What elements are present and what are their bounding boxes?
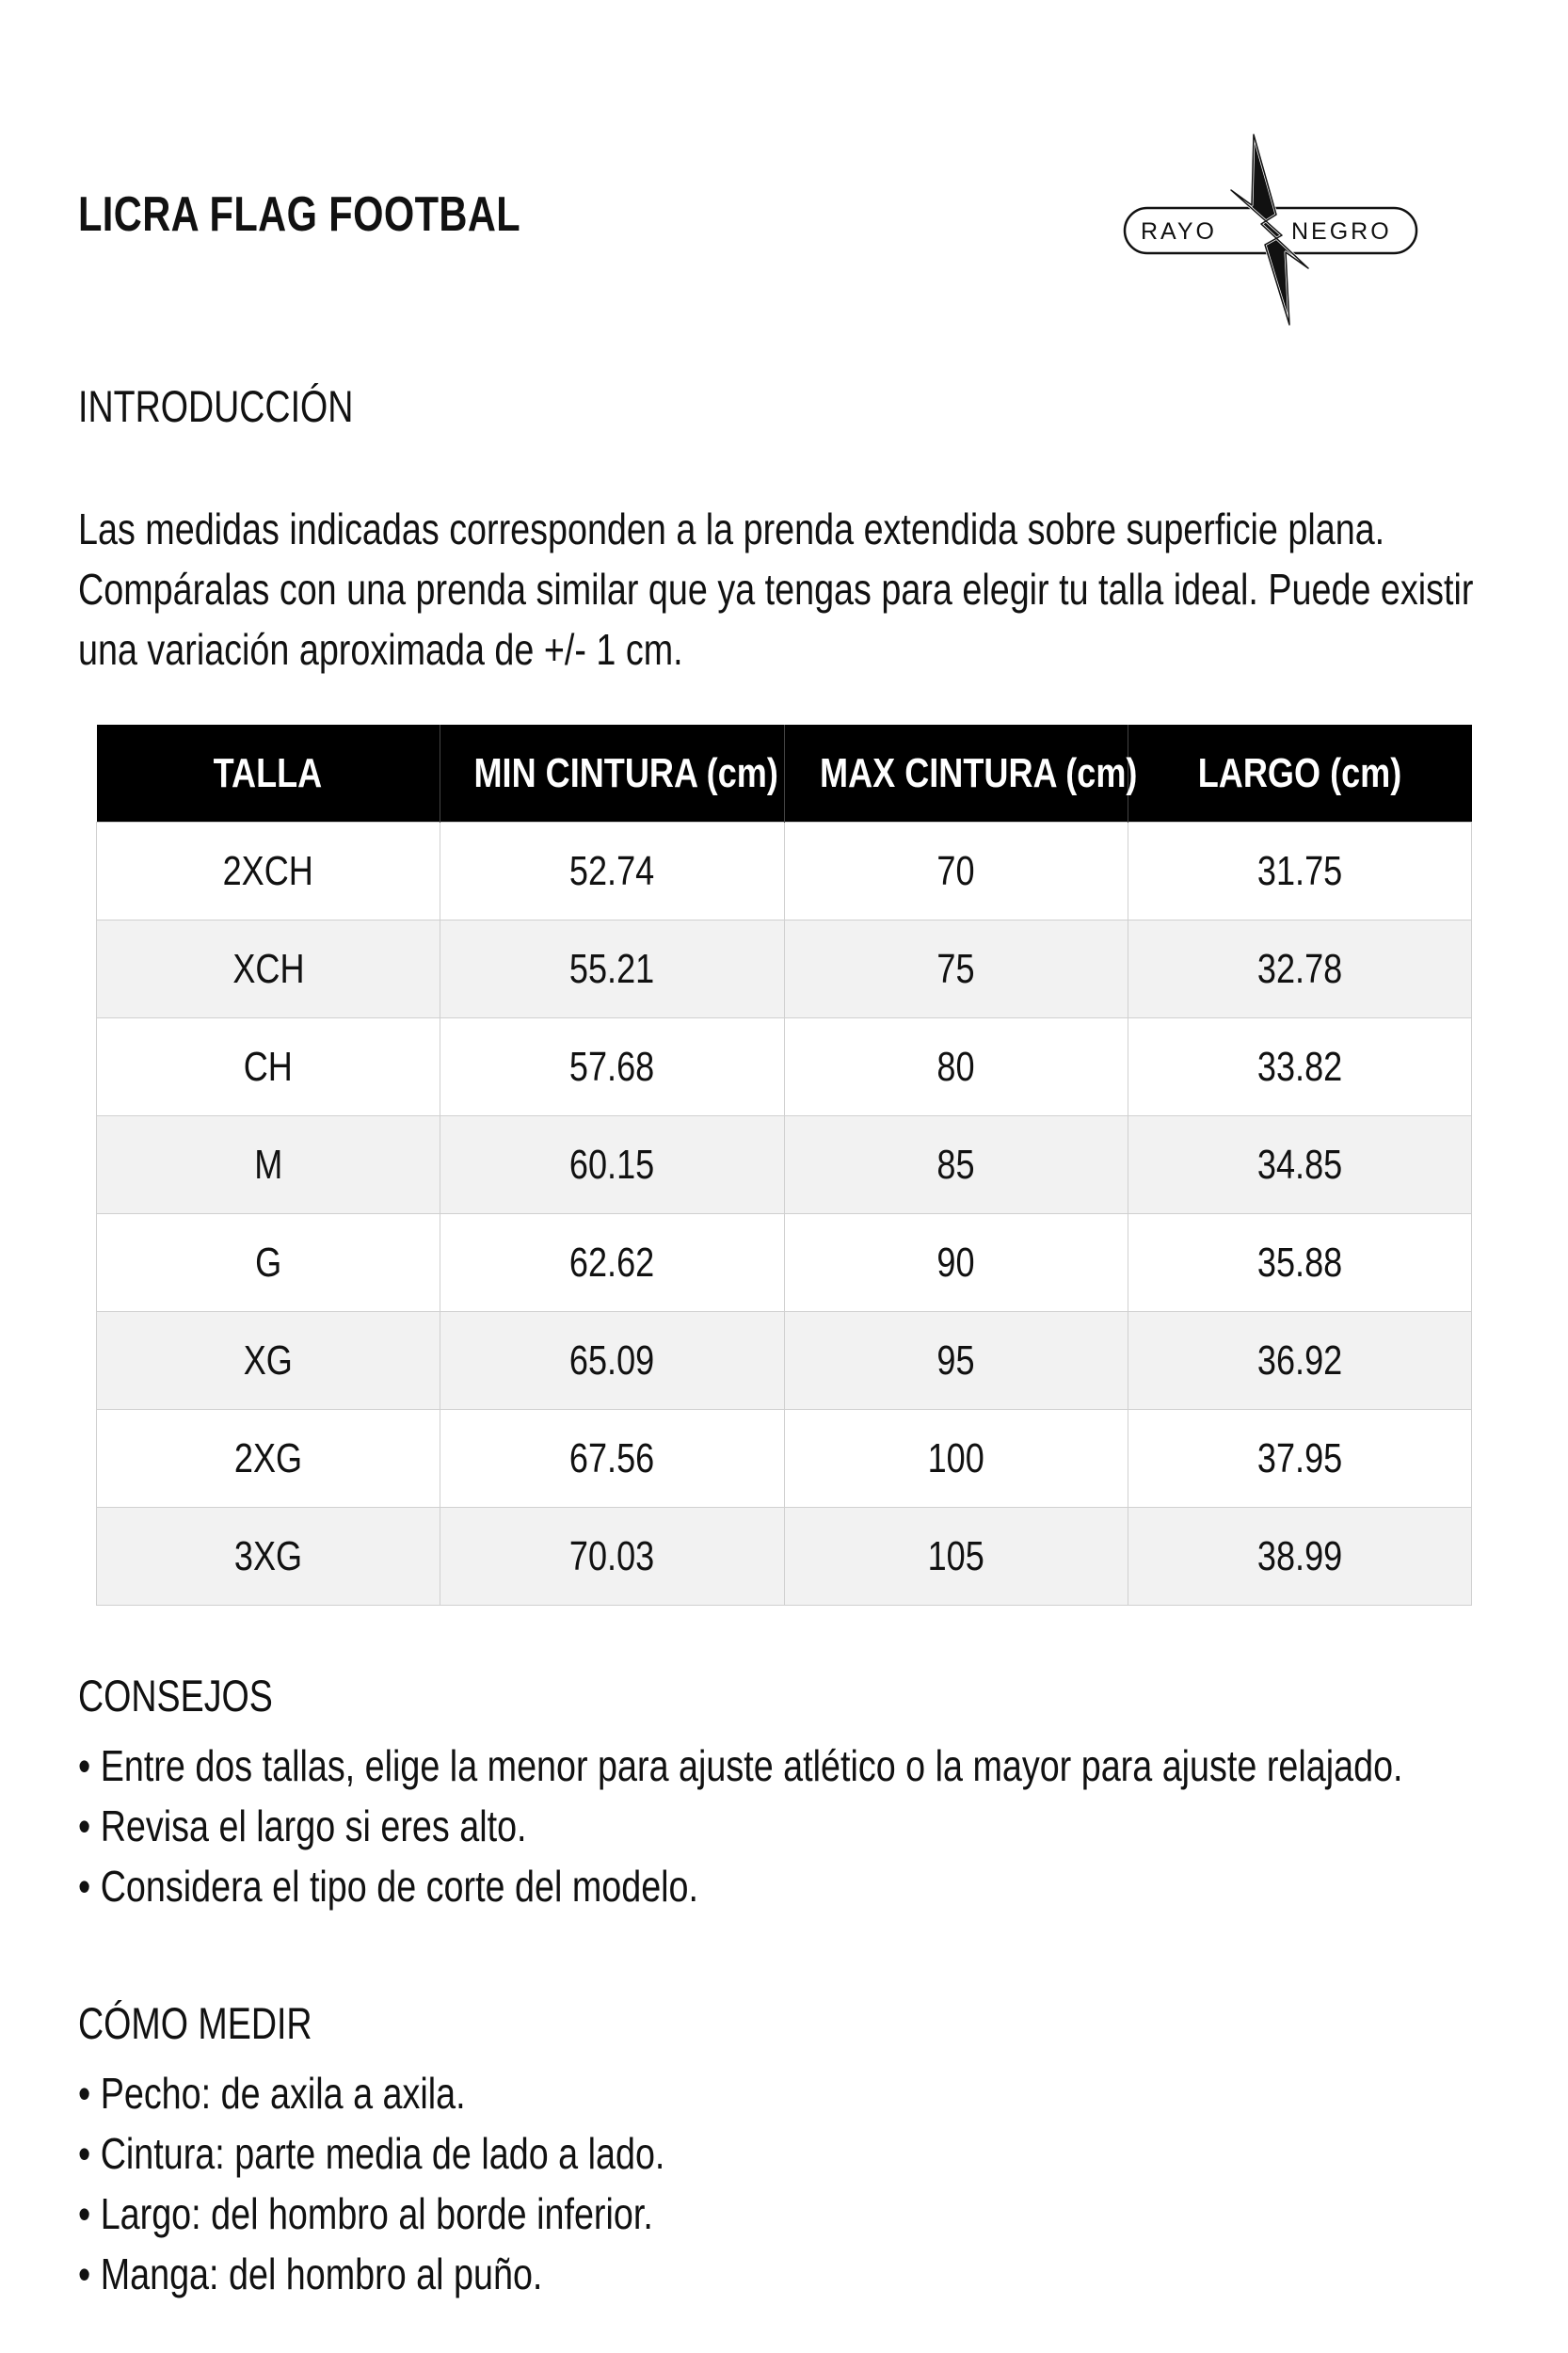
intro-paragraph [78,499,1565,680]
column-header: MIN CINTURA (cm) [440,725,784,823]
table-cell: M [97,1116,440,1214]
table-cell: 80 [784,1018,1128,1116]
table-cell: 36.92 [1128,1312,1471,1410]
list-item: • Largo: del hombro al borde inferior. [78,2184,664,2244]
table-cell: 37.95 [1128,1410,1471,1508]
table-cell: XCH [97,920,440,1018]
table-row [97,920,1472,1018]
table-cell: XG [97,1312,440,1410]
logo-left-word: RAYO [1141,218,1217,245]
tips-list [78,1736,1568,1916]
logo-right-word: NEGRO [1291,218,1392,245]
table-cell: 105 [784,1508,1128,1606]
column-header: MAX CINTURA (cm) [784,725,1128,823]
table-cell: 95 [784,1312,1128,1410]
size-table [96,725,1472,1606]
brand-logo [1120,132,1421,329]
table-cell: 31.75 [1128,823,1471,920]
table-cell: 55.21 [440,920,784,1018]
table-cell: G [97,1214,440,1312]
table-cell: 67.56 [440,1410,784,1508]
table-cell: 70 [784,823,1128,920]
table-row [97,823,1472,920]
table-cell: 3XG [97,1508,440,1606]
table-cell: 65.09 [440,1312,784,1410]
table-cell: 70.03 [440,1508,784,1606]
measure-heading: CÓMO MEDIR [78,1998,312,2048]
intro-line: Las medidas indicadas corresponden a la prenda extendida sobre superficie plana. [78,504,1385,553]
table-cell: 38.99 [1128,1508,1471,1606]
table-cell: 33.82 [1128,1018,1471,1116]
column-header: TALLA [97,725,440,823]
table-cell: 60.15 [440,1116,784,1214]
table-cell: 32.78 [1128,920,1471,1018]
measure-list [78,2063,793,2304]
intro-heading: INTRODUCCIÓN [78,381,354,431]
table-cell: 85 [784,1116,1128,1214]
table-row [97,1312,1472,1410]
tips-heading: CONSEJOS [78,1671,273,1721]
list-item: • Manga: del hombro al puño. [78,2244,664,2304]
table-row [97,1214,1472,1312]
table-row [97,1508,1472,1606]
intro-line: Compáralas con una prenda similar que ya tengas para elegir tu talla ideal. Puede existir [78,565,1474,614]
table-row [97,1410,1472,1508]
intro-line: una variación aproximada de +/- 1 cm. [78,625,683,674]
table-cell: 2XCH [97,823,440,920]
table-cell: 62.62 [440,1214,784,1312]
table-cell: 90 [784,1214,1128,1312]
list-item: • Pecho: de axila a axila. [78,2063,664,2123]
list-item: • Considera el tipo de corte del modelo. [78,1856,1403,1916]
table-cell: CH [97,1018,440,1116]
list-item: • Cintura: parte media de lado a lado. [78,2123,664,2184]
table-cell: 52.74 [440,823,784,920]
page-title: LICRA FLAG FOOTBAL [78,187,521,242]
table-cell: 100 [784,1410,1128,1508]
list-item: • Entre dos tallas, elige la menor para ajuste atlético o la mayor para ajuste relajado. [78,1736,1403,1796]
table-row [97,1116,1472,1214]
column-header: LARGO (cm) [1128,725,1471,823]
table-cell: 57.68 [440,1018,784,1116]
table-cell: 2XG [97,1410,440,1508]
table-row [97,1018,1472,1116]
list-item: • Revisa el largo si eres alto. [78,1796,1403,1856]
table-cell: 34.85 [1128,1116,1471,1214]
table-cell: 75 [784,920,1128,1018]
table-cell: 35.88 [1128,1214,1471,1312]
table-header-row [97,725,1472,823]
